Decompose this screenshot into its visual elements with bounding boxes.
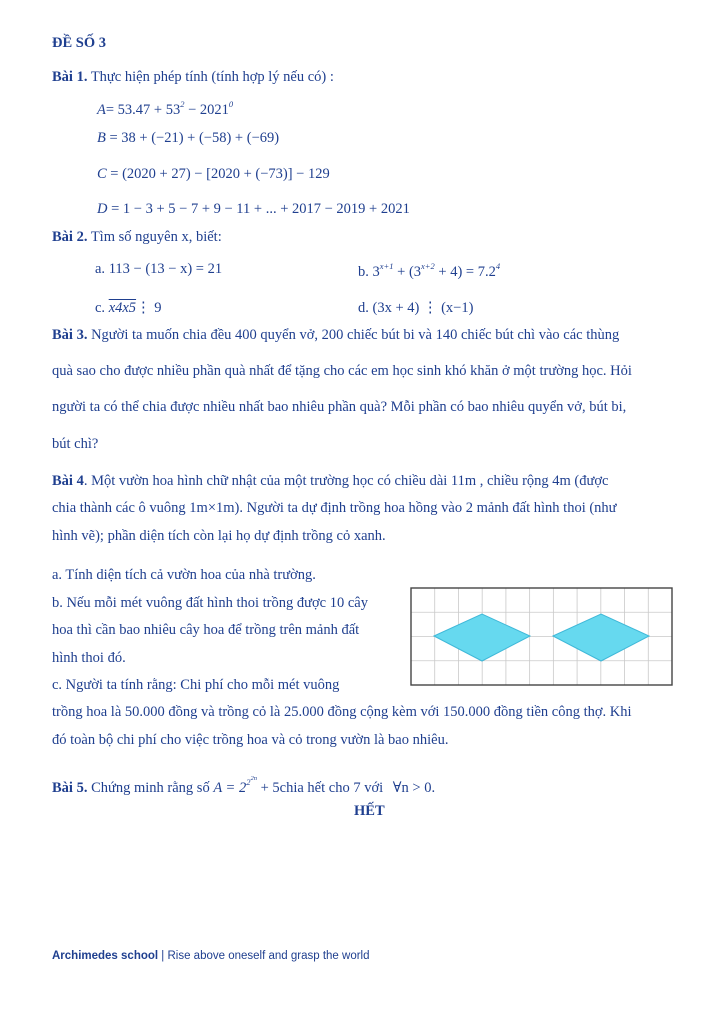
bai2-c-rest: ⋮ 9 xyxy=(136,300,162,316)
garden-grid-figure xyxy=(410,587,673,687)
bai4-question-b-2: hoa thì cần bao nhiêu cây hoa để trồng trên mảnh đất xyxy=(52,622,360,638)
footer-separator: | xyxy=(158,950,168,962)
bai1-a-rhs2: − 2021 xyxy=(184,102,229,118)
footer-slogan: Rise above oneself and grasp the world xyxy=(167,950,370,962)
bai1-expr-d xyxy=(97,201,410,218)
bai1-b-lhs: B xyxy=(97,130,106,146)
bai3-line-4: bút chì? xyxy=(52,436,99,452)
bai4-question-b-3: hình thoi đó. xyxy=(52,650,126,666)
bai4-text-1: . Một vườn hoa hình chữ nhật của một trường học có chiều dài 11m , chiều rộng 4m (được xyxy=(83,473,609,489)
bai3-label: Bài 3. xyxy=(52,327,88,343)
page-title: ĐỀ SỐ 3 xyxy=(52,35,106,51)
bai3-line-1 xyxy=(52,327,619,344)
bai1-b-rhs: = 38 + (−21) + (−58) + (−69) xyxy=(109,130,280,146)
bai2-b-p3: + 4) = 7.2 xyxy=(434,264,496,280)
bai5-text-2: chia hết cho 7 với xyxy=(279,780,384,796)
bai4-question-a: a. Tính diện tích cả vườn hoa của nhà trường. xyxy=(52,567,316,583)
bai5-condition: ∀n > 0. xyxy=(392,780,436,796)
footer xyxy=(52,950,370,962)
bai2-d-prefix: d. xyxy=(358,300,369,316)
rhombus-flowerbed-2 xyxy=(553,614,649,661)
bai4-label: Bài 4 xyxy=(52,473,84,489)
bai5-line xyxy=(52,775,435,797)
bai4-question-c-3: đó toàn bộ chi phí cho việc trồng hoa và cỏ trong vườn là bao nhiêu. xyxy=(52,732,449,748)
bai1-expr-c xyxy=(97,166,330,183)
bai2-item-c xyxy=(95,300,161,317)
bai1-d-rhs: = 1 − 3 + 5 − 7 + 9 − 11 + ... + 2017 − 2019 + 2021 xyxy=(111,201,410,217)
bai2-item-d xyxy=(358,300,473,317)
bai4-line-1 xyxy=(52,473,608,490)
bai3-text-1: Người ta muốn chia đều 400 quyển vở, 200 chiếc bút bi và 140 chiếc bút chì vào các thùng xyxy=(91,327,620,343)
bai2-b-e1: x+1 xyxy=(379,261,394,271)
bai5-text-1: Chứng minh rằng số xyxy=(91,780,210,796)
bai2-heading xyxy=(52,229,222,246)
bai2-item-b xyxy=(358,261,500,281)
bai2-item-a xyxy=(95,261,222,278)
rhombus-flowerbed-1 xyxy=(434,614,530,661)
bai5-label: Bài 5. xyxy=(52,780,88,796)
bai2-b-p1: 3 xyxy=(372,264,380,280)
bai5-rest: + 5 xyxy=(256,780,280,796)
bai2-a-expr: 113 − (13 − x) = 21 xyxy=(108,261,223,277)
bai2-d-expr: (3x + 4) ⋮ (x−1) xyxy=(372,300,474,316)
bai1-intro: Thực hiện phép tính (tính hợp lý nếu có) : xyxy=(90,69,334,85)
end-marker: HẾT xyxy=(354,803,385,819)
bai1-expr-a xyxy=(97,99,233,119)
bai1-c-lhs: C xyxy=(97,166,107,182)
bai1-c-rhs: = (2020 + 27) − [2020 + (−73)] − 129 xyxy=(110,166,330,182)
bai2-b-p2: + (3 xyxy=(393,264,422,280)
bai4-question-c-2: trồng hoa là 50.000 đồng và trồng cỏ là 25.000 đồng cộng kèm với 150.000 đồng tiền công thợ. Khi xyxy=(52,704,632,720)
bai5-exp-1: 2 xyxy=(246,777,251,787)
bai4-question-b-1: b. Nếu mỗi mét vuông đất hình thoi trồng được 10 cây xyxy=(52,595,368,611)
bai1-expr-b xyxy=(97,130,279,147)
bai1-a-rhs1: = 53.47 + 53 xyxy=(105,102,181,118)
bai3-line-3: người ta có thể chia được nhiều nhất bao nhiêu phần quà? Mỗi phần có bao nhiêu quyển vở, bút bi, xyxy=(52,399,627,415)
bai5-exp-2: 2n xyxy=(250,775,257,782)
bai2-b-prefix: b. xyxy=(358,264,369,280)
bai1-heading xyxy=(52,69,334,86)
bai2-b-e3: 4 xyxy=(495,261,501,271)
bai1-a-exp1: 2 xyxy=(180,99,185,109)
bai3-line-2: quà sao cho được nhiều phần quà nhất để tặng cho các em học sinh khó khăn ở một trường học. Hỏi xyxy=(52,363,632,379)
bai2-b-e2: x+2 xyxy=(421,261,435,271)
bai2-c-bar: x4x5 xyxy=(108,300,137,316)
bai1-d-lhs: D xyxy=(97,201,108,217)
bai2-intro: Tìm số nguyên x, biết: xyxy=(90,229,222,245)
bai2-c-prefix: c. xyxy=(95,300,106,316)
bai4-question-c-1: c. Người ta tính rằng: Chi phí cho mỗi mét vuông xyxy=(52,677,340,693)
bai4-line-3: hình vẽ); phần diện tích còn lại họ dự định trồng cỏ xanh. xyxy=(52,528,386,544)
bai1-a-exp2: 0 xyxy=(228,99,234,109)
bai2-label: Bài 2. xyxy=(52,229,88,245)
bai4-line-2: chia thành các ô vuông 1m×1m). Người ta dự định trồng hoa hồng vào 2 mảnh đất hình thoi (như xyxy=(52,500,617,516)
footer-school: Archimedes school xyxy=(52,950,159,962)
bai5-a: A = 2 xyxy=(213,780,247,796)
bai1-a-lhs: A xyxy=(97,102,106,118)
bai1-label: Bài 1. xyxy=(52,69,88,85)
bai2-a-prefix: a. xyxy=(95,261,106,277)
